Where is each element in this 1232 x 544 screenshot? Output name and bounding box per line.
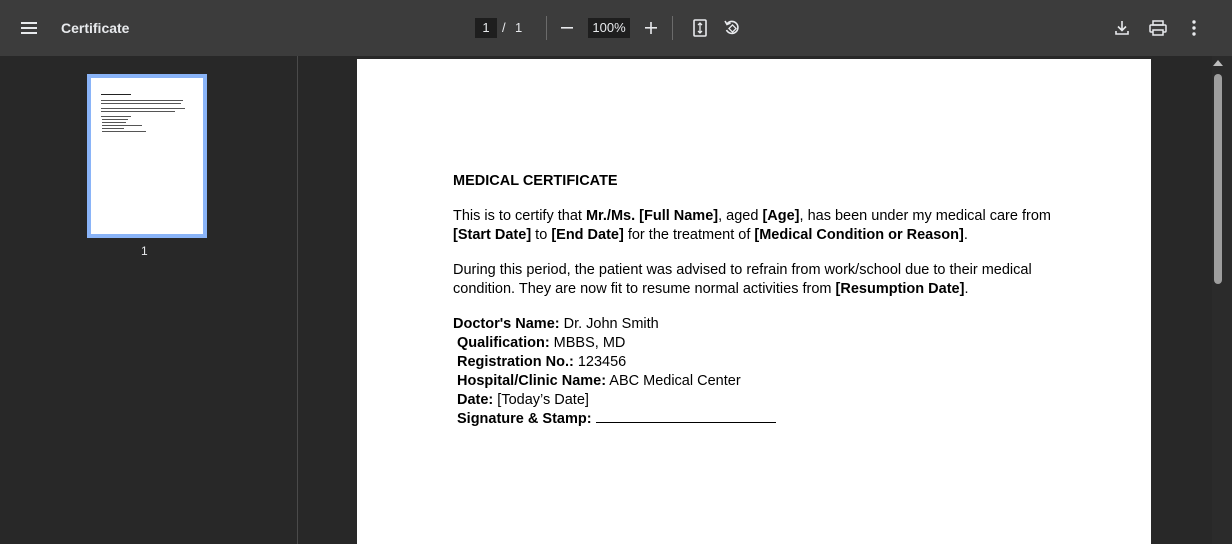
text-run: , has been under my medical care from [799, 208, 1051, 224]
toolbar-divider [672, 16, 673, 40]
date-field [453, 391, 1073, 410]
print-icon[interactable] [1144, 14, 1172, 42]
signature-line [596, 410, 776, 423]
pdf-page [357, 59, 1151, 544]
field-label: Hospital/Clinic Name: [457, 373, 607, 389]
menu-icon[interactable] [15, 14, 43, 42]
rotate-icon[interactable] [718, 14, 746, 42]
field-label: Date: [457, 392, 494, 408]
field-label: Qualification: [457, 335, 550, 351]
field-value: ABC Medical Center [606, 373, 741, 389]
page-separator: / [502, 20, 506, 35]
resumption-date-placeholder: [Resumption Date] [835, 281, 965, 297]
text-run: . [964, 281, 969, 297]
text-run: . [963, 227, 968, 243]
patient-name-placeholder: Mr./Ms. [Full Name] [585, 208, 719, 224]
end-date-placeholder: [End Date] [551, 227, 624, 243]
download-icon[interactable] [1108, 14, 1136, 42]
text-run: This is to certify that [453, 208, 586, 224]
field-value: [Today’s Date] [493, 392, 589, 408]
hospital-field [453, 372, 1073, 391]
fit-page-icon[interactable] [686, 14, 714, 42]
signature-field [453, 410, 1073, 429]
toolbar-divider [546, 16, 547, 40]
field-value: Dr. John Smith [559, 316, 659, 332]
certificate-content [453, 172, 1073, 429]
vertical-scrollbar[interactable] [1212, 56, 1232, 544]
document-title: Certificate [61, 20, 130, 36]
more-options-icon[interactable] [1180, 14, 1208, 42]
field-value: MBBS, MD [549, 335, 626, 351]
text-run: , aged [718, 208, 763, 224]
scroll-up-arrow-icon[interactable] [1213, 60, 1223, 66]
field-value: 123456 [573, 354, 627, 370]
field-label: Doctor's Name: [453, 316, 560, 332]
pdf-toolbar [0, 0, 1232, 56]
document-viewer [298, 56, 1212, 544]
page-total: 1 [515, 20, 523, 35]
thumbnail-page-number: 1 [141, 244, 148, 258]
scrollbar-thumb[interactable] [1214, 74, 1222, 284]
zoom-out-icon[interactable] [553, 14, 581, 42]
registration-field [453, 353, 1073, 372]
zoom-in-icon[interactable] [637, 14, 665, 42]
certificate-paragraph-1 [453, 207, 1073, 245]
qualification-field [453, 334, 1073, 353]
text-run: to [531, 227, 552, 243]
thumbnail-sidebar [0, 56, 298, 544]
doctor-name-field [453, 315, 1073, 334]
field-label: Signature & Stamp: [457, 411, 592, 427]
text-run: During this period, the patient was advised to refrain from work/school due to their medical condition. They are now fit to resume normal activities from [453, 262, 1032, 297]
certificate-paragraph-2 [453, 261, 1073, 299]
age-placeholder: [Age] [762, 208, 800, 224]
text-run: for the treatment of [623, 227, 755, 243]
page-number-input[interactable]: 1 [475, 18, 497, 38]
zoom-level-input[interactable]: 100% [588, 18, 630, 38]
page-thumbnail[interactable] [87, 74, 207, 238]
start-date-placeholder: [Start Date] [453, 227, 532, 243]
condition-placeholder: [Medical Condition or Reason] [754, 227, 964, 243]
certificate-heading: MEDICAL CERTIFICATE [453, 173, 618, 189]
field-label: Registration No.: [457, 354, 574, 370]
